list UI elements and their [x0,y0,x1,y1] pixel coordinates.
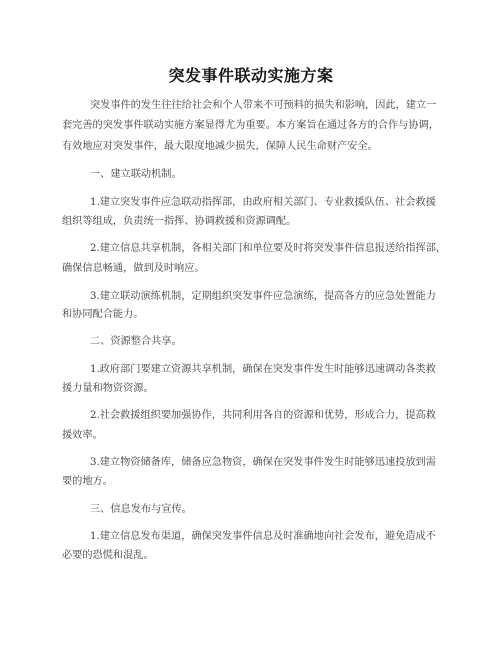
document-title: 突发事件联动实施方案 [168,66,334,85]
section-3-item-1-line-2: 必要的恐慌和混乱。 [62,550,154,561]
section-2-item-3-line-1: 3.建立物资储备库，储备应急物资，确保在突发事件发生时能够迅速投放到需 [90,457,436,468]
section-2-item-2-line-2: 援效率。 [62,430,103,441]
section-1-item-3-line-1: 3.建立联动演练机制，定期组织突发事件应急演练，提高各方的应急处置能力 [90,291,436,302]
section-3-item-1-line-1: 1.建立信息发布渠道，确保突发事件信息及时准确地向社会发布，避免造成不 [90,531,436,542]
section-1-item-1-line-2: 组织等组成，负责统一指挥、协调救援和资源调配。 [62,216,297,227]
section-2-item-1-line-2: 援力量和物资资源。 [62,383,154,394]
intro-line-3: 有效地应对突发事件，最大限度地减少损失，保障人民生命财产安全。 [62,141,378,152]
section-2-heading: 二、资源整合共享。 [90,336,182,347]
intro-line-1: 突发事件的发生往往给社会和个人带来不可预料的损失和影响，因此，建立一 [90,100,437,111]
section-2-item-3-line-2: 要的地方。 [62,476,113,487]
section-1-item-2-line-2: 确保信息畅通，做到及时响应。 [62,263,205,274]
section-1-item-2-line-1: 2.建立信息共享机制，各相关部门和单位要及时将突发事件信息报送给指挥部， [90,243,447,254]
section-3-heading: 三、信息发布与宣传。 [90,504,192,515]
section-1-item-1-line-1: 1.建立突发事件应急联动指挥部，由政府相关部门、专业救援队伍、社会救援 [90,197,436,208]
section-1-heading: 一、建立联动机制。 [90,169,182,180]
section-2-item-1-line-1: 1.政府部门要建立资源共享机制，确保在突发事件发生时能够迅速调动各类救 [90,364,436,375]
section-1-item-3-line-2: 和协同配合能力。 [62,309,144,320]
intro-line-2: 套完善的突发事件联动实施方案显得尤为重要。本方案旨在通过各方的合作与协调， [62,120,439,131]
section-2-item-2-line-1: 2.社会救援组织要加强协作，共同利用各自的资源和优势，形成合力，提高救 [90,410,436,421]
